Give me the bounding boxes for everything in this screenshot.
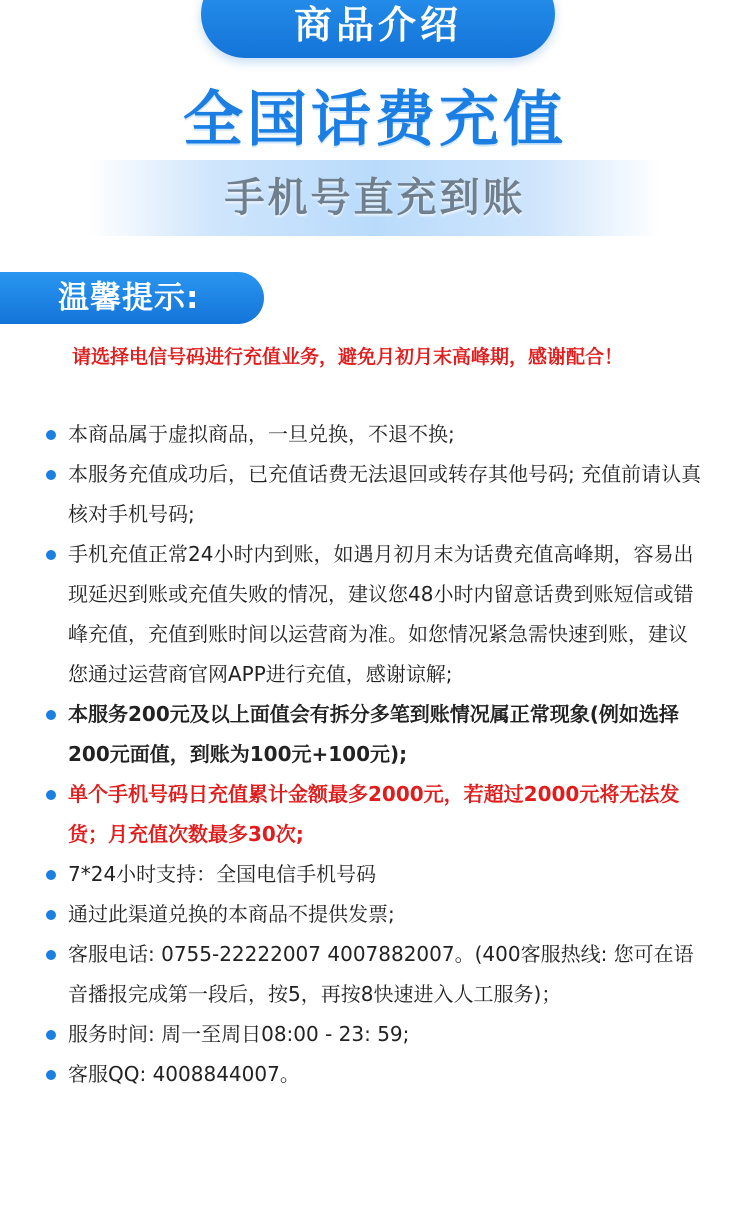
note-text: 客服电话: 0755-22222007 4007882007。(400客服热线: 您可在语音播报完成第一段后，按5，再按8快速进入人工服务)； [68, 942, 694, 1006]
note-text: 服务时间: 周一至周日08:00 - 23: 59; [68, 1022, 410, 1046]
note-item [46, 1014, 706, 1054]
tips-tab [0, 272, 264, 324]
note-item [46, 1054, 706, 1094]
note-text: 单个手机号码日充值累计金额最多2000元，若超过2000元将无法发货；月充值次数最多30次; [68, 782, 680, 846]
note-item [46, 894, 706, 934]
header-pill [201, 0, 555, 58]
note-text: 手机充值正常24小时内到账，如遇月初月末为话费充值高峰期，容易出现延迟到账或充值失败的情况，建议您48小时内留意话费到账短信或错峰充值，充值到账时间以运营商为准。如您情况紧急需快速到账，建议您通过运营商官网APP进行充值，感谢谅解; [68, 542, 694, 686]
note-item [46, 854, 706, 894]
bullet-dot-icon [46, 870, 56, 880]
page-title: 全国话费充值 [183, 85, 567, 155]
note-item [46, 414, 706, 454]
note-text: 本服务充值成功后，已充值话费无法退回或转存其他号码; 充值前请认真核对手机号码; [68, 462, 702, 526]
bullet-dot-icon [46, 790, 56, 800]
note-text: 客服QQ: 4008844007。 [68, 1062, 300, 1086]
bullet-dot-icon [46, 550, 56, 560]
note-item [46, 934, 706, 1014]
bullet-dot-icon [46, 710, 56, 720]
bullet-dot-icon [46, 910, 56, 920]
bullet-dot-icon [46, 430, 56, 440]
note-text: 7*24小时支持：全国电信手机号码 [68, 862, 377, 886]
note-item [46, 454, 706, 534]
bullet-dot-icon [46, 470, 56, 480]
tips-label: 温馨提示: [58, 280, 200, 316]
bullet-dot-icon [46, 1030, 56, 1040]
warning-notice: 请选择电信号码进行充值业务，避免月初月末高峰期，感谢配合！ [72, 346, 624, 368]
note-text: 通过此渠道兑换的本商品不提供发票; [68, 902, 395, 926]
note-item-emphasis [46, 694, 706, 774]
page-subtitle: 手机号直充到账 [224, 175, 526, 221]
note-text: 本服务200元及以上面值会有拆分多笔到账情况属正常现象(例如选择200元面值，到账为100元+100元); [68, 702, 679, 766]
bullet-dot-icon [46, 1070, 56, 1080]
header-pill-label: 商品介绍 [293, 3, 462, 47]
subtitle-banner [88, 160, 662, 236]
notes-list [46, 414, 706, 1094]
note-text: 本商品属于虚拟商品，一旦兑换，不退不换; [68, 422, 455, 446]
note-item-warning [46, 774, 706, 854]
note-item [46, 534, 706, 694]
bullet-dot-icon [46, 950, 56, 960]
